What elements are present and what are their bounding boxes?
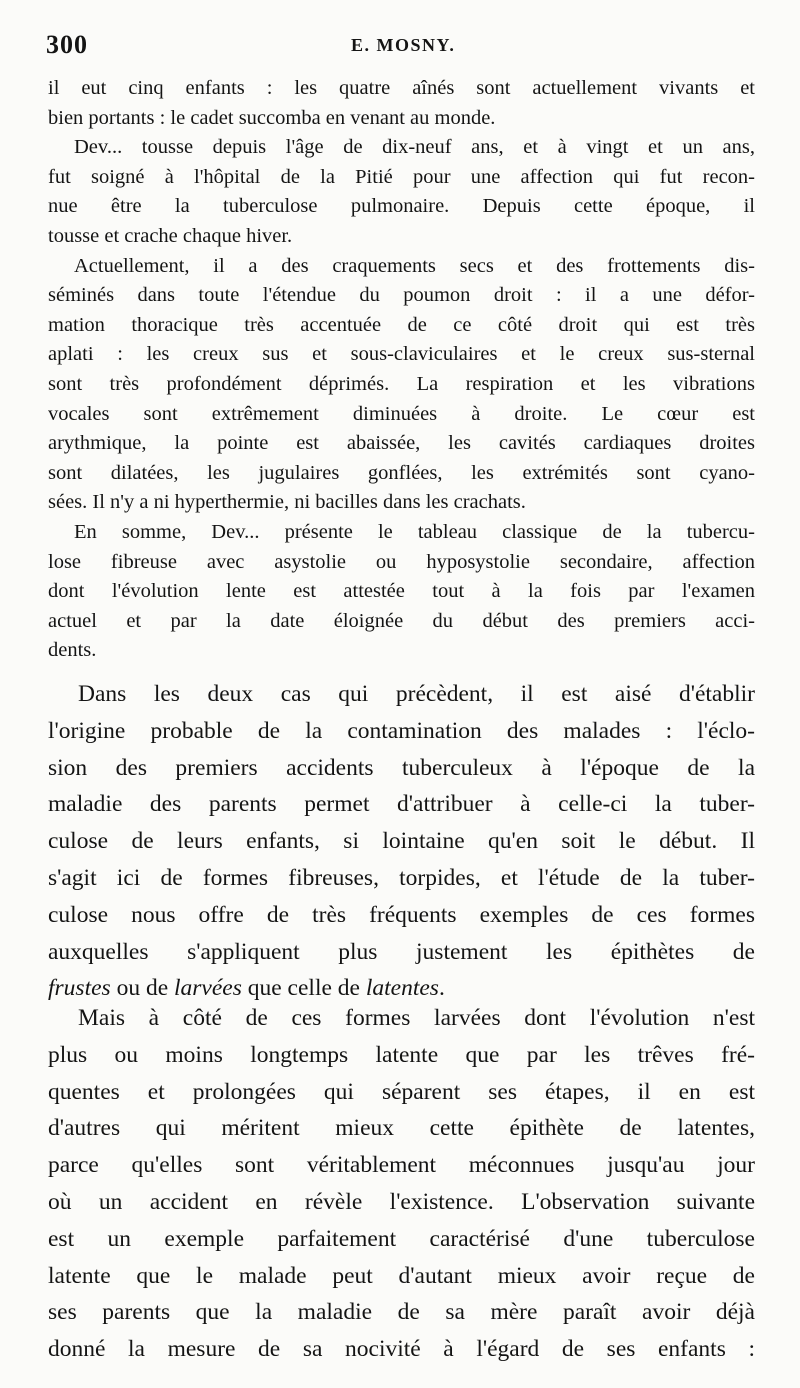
text-line: l'origine probable de la contamination des malades : l'éclo- bbox=[48, 717, 755, 744]
text-line: sont très profondément déprimés. La respiration et les vibrations bbox=[48, 372, 755, 395]
text-line: auxquelles s'appliquent plus justement les épithètes de bbox=[48, 938, 755, 965]
text-line: aplati : les creux sus et sous-claviculaires et le creux sus-sternal bbox=[48, 343, 755, 366]
text-line: dont l'évolution lente est attestée tout à la fois par l'examen bbox=[48, 580, 755, 603]
text-line: Dans les deux cas qui précèdent, il est aisé d'établir bbox=[78, 681, 755, 707]
text-line: Actuellement, il a des craquements secs et des frottements dis- bbox=[74, 254, 755, 277]
running-head: E. MOSNY. bbox=[351, 35, 456, 55]
text-line: donné la mesure de sa nocivité à l'égard de ses enfants : bbox=[48, 1336, 755, 1363]
text-line: latente que le malade peut d'autant mieux avoir reçue de bbox=[48, 1262, 755, 1289]
text-line: sées. Il n'y a ni hyperthermie, ni bacilles dans les crachats. bbox=[48, 491, 526, 514]
text-line: sont dilatées, les jugulaires gonflées, les extrémités sont cyano- bbox=[48, 461, 755, 484]
text-line: nue être la tuberculose pulmonaire. Depuis cette époque, il bbox=[48, 195, 755, 218]
text-line: il eut cinq enfants : les quatre aînés sont actuellement vivants et bbox=[48, 77, 755, 99]
page-header bbox=[46, 30, 766, 64]
text-line: bien portants : le cadet succomba en venant au monde. bbox=[48, 106, 496, 129]
text-line: frustes ou de larvées que celle de latentes. bbox=[48, 975, 445, 1002]
text-line: fut soigné à l'hôpital de la Pitié pour une affection qui fut recon- bbox=[48, 165, 755, 188]
text-line: Mais à côté de ces formes larvées dont l'évolution n'est bbox=[78, 1005, 755, 1031]
text-line: maladie des parents permet d'attribuer à celle-ci la tuber- bbox=[48, 791, 755, 818]
text-line: plus ou moins longtemps latente que par les trêves fré- bbox=[48, 1041, 755, 1068]
text-line: dents. bbox=[48, 639, 97, 662]
page-number: 300 bbox=[46, 30, 88, 59]
body-paragraph-2 bbox=[48, 1000, 755, 1368]
italic-word: latentes bbox=[365, 975, 439, 1002]
text-line: mation thoracique très accentuée de ce côté droit qui est très bbox=[48, 313, 755, 336]
text-line: Dev... tousse depuis l'âge de dix-neuf ans, et à vingt et un ans, bbox=[74, 136, 755, 159]
observation-text bbox=[48, 74, 755, 666]
text-line: sion des premiers accidents tuberculeux à l'époque de la bbox=[48, 754, 755, 781]
text-line: ses parents que la maladie de sa mère paraît avoir déjà bbox=[48, 1299, 755, 1326]
italic-word: frustes bbox=[48, 975, 111, 1002]
text-line: arythmique, la pointe est abaissée, les cavités cardiaques droites bbox=[48, 432, 755, 455]
text-line: culose de leurs enfants, si lointaine qu'en soit le début. Il bbox=[48, 828, 755, 855]
text-line: lose fibreuse avec asystolie ou hyposystolie secondaire, affection bbox=[48, 550, 755, 573]
text-line: quentes et prolongées qui séparent ses étapes, il en est bbox=[48, 1078, 755, 1105]
italic-word: larvées bbox=[174, 975, 242, 1002]
text-line: tousse et crache chaque hiver. bbox=[48, 224, 293, 247]
text-line: actuel et par la date éloignée du début des premiers acci- bbox=[48, 609, 755, 632]
text-line: est un exemple parfaitement caractérisé d'une tuberculose bbox=[48, 1225, 755, 1252]
text-line: où un accident en révèle l'existence. L'observation suivante bbox=[48, 1188, 755, 1215]
text-line: d'autres qui méritent mieux cette épithète de latentes, bbox=[48, 1115, 755, 1142]
text-line: parce qu'elles sont véritablement méconnues jusqu'au jour bbox=[48, 1152, 755, 1179]
text-line: culose nous offre de très fréquents exemples de ces formes bbox=[48, 901, 755, 928]
text-line: En somme, Dev... présente le tableau classique de la tubercu- bbox=[74, 520, 755, 543]
body-paragraph-1 bbox=[48, 676, 755, 1007]
text-line: s'agit ici de formes fibreuses, torpides, et l'étude de la tuber- bbox=[48, 864, 755, 891]
text-line: vocales sont extrêmement diminuées à droite. Le cœur est bbox=[48, 402, 755, 425]
text-line: séminés dans toute l'étendue du poumon droit : il a une défor- bbox=[48, 284, 755, 307]
